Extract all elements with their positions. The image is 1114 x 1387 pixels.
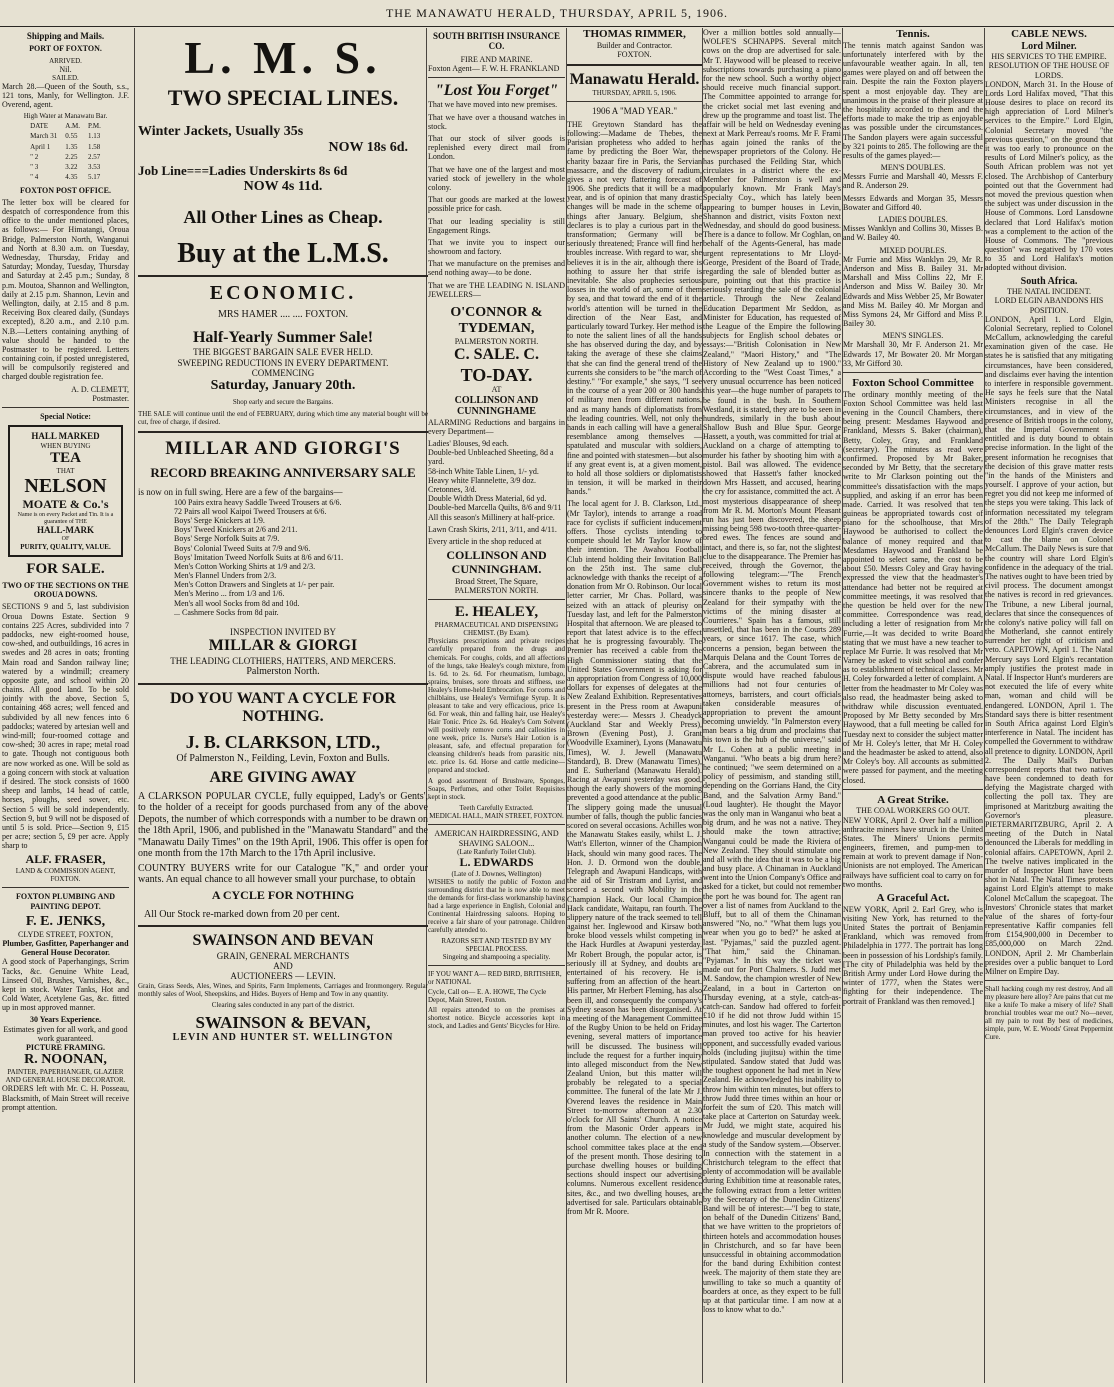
cunningham-2: CUNNINGHAM.	[451, 561, 542, 576]
sections-text: SECTIONS 9 and 5, last subdivision Oroua Downs Estate. Section 9 contains 225 Acres, subdivided into 7 paddocks, new eight-roomed house, cow-shed, and outbuildings, 16 acres in swedes and 28 acres in oats; fronting Main road and Sandon railway line; watered by a windmill; creamery opposite gate, and school within 20 chains. All good land. To be sold jointly with the above, Section 5, containing 468 acres; well fenced and subdivided by all new fences into 6 paddocks; watered by artesian well and wind-mill; four-roomed cottage and cow-shed; 30 acres in rape; metal road to gate. Though not contiguous both are now worked as one. Will be sold as a going concern with stock at valuation if desired. The stock consists of 1600 sheep and lambs, 14 head of cattle, horses, ploughs, seed sower, etc. Section 5 will be sold independently. Section 9, but 9 will not be disposed of until 5 is sold. Price—Section 9, £15 per acre; section 5, £9 per acre. Apply sharp to	[2, 602, 129, 851]
bargain-item: Boys' Imitation Tweed Norfolk Suits at 8/6 and 6/11.	[174, 552, 344, 562]
milner-heading: Lord Milner.	[1021, 40, 1077, 52]
sailed-label: SAILED.	[52, 73, 79, 82]
at-label: AT	[491, 385, 502, 395]
hairdressing-heading: AMERICAN HAIRDRESSING, AND SHAVING SALOON...	[434, 829, 559, 848]
south-africa-heading: South Africa.	[1020, 275, 1078, 287]
repairs: All repairs attended to on the premises at shortest notice. Bicycle accessories kept in stock, and Ladies and Gents' Bicycles for Hire.	[428, 1006, 565, 1031]
result: Messrs Furrie and Marshall 40, Messrs F. and R. Anderson 29.	[843, 172, 983, 191]
millar-title: MILLAR AND GIORGI'S	[165, 438, 401, 460]
palmerston-label: PALMERSTON NORTH.	[454, 337, 539, 347]
jenks-name: F. E. JENKS,	[25, 913, 106, 929]
tide-cell: 3.53	[87, 162, 101, 171]
insurance-heading: SOUTH BRITISH INSURANCE CO.	[432, 31, 561, 52]
teeth-extracted: Teeth Carefully Extracted.	[459, 804, 534, 813]
bargain-item: Men's Flannel Unders from 2/3.	[174, 571, 277, 581]
winter-now: NOW 18s 6d.	[328, 140, 408, 156]
elgin-heading: LORD ELGIN ABANDONS HIS POSITION.	[994, 296, 1104, 315]
nelson-line: HALL MARKED	[31, 431, 100, 442]
ladies-doubles: LADIES DOUBLES.	[878, 215, 948, 225]
bargain-item: 100 Pairs extra heavy Saddle Tweed Trousers at 6/6.	[174, 497, 342, 507]
oconnor-tydeman: O'CONNOR & TYDEMAN,	[450, 305, 543, 337]
column-cables	[985, 28, 1113, 1383]
sailed-text: March 28.—Queen of the South, s.s., 121 tons, Manly, for Wellington. J.F. Overend, agent.	[2, 81, 129, 110]
milner-text: LONDON, March 31. In the House of Lords Lord Halifax moved, "That this House desires to place on record its high appreciation of Lord Milner's services to the Empire." Lord Elgin, Colonial Secretary moved "the previous question," on the ground that it was too early to pronounce on the results of Lord Milner's policy, as the South African problem was not yet closed. The Archbishop of Canterbury pointed out that the Government had not moved the previous question when the subject was under discussion in the House of Commons. Lord Lansdowne declared that Lord Halifax's motion was a complement to the action of the House of Commons. The "previous question" was negatived by 170 votes to 35 and Lord Halifax's motion adopted without division.	[985, 79, 1113, 273]
experience: 30 Years Experience.	[29, 1015, 102, 1025]
resolution-heading: RESOLUTION OF THE HOUSE OF LORDS.	[988, 61, 1110, 80]
tide-cell: 1.13	[87, 132, 101, 141]
tide-cell: 2.57	[87, 152, 101, 161]
every-article: Every article in the shop reduced at	[428, 536, 542, 546]
jeweller-line: That we invite you to inspect our showroom and factory.	[428, 237, 565, 257]
tide-head-pm: P.M.	[87, 122, 101, 131]
masthead-text: THE MANAWATU HERALD, THURSDAY, APRIL 5, 1906.	[385, 5, 729, 20]
alarming-item: Cretonnes, 3/d.	[428, 484, 477, 494]
mad-year-article: THE Greytown Standard has the following:—Madame de Thebes, the Parisian prophetess who added to her fame by predicting the Boer War, the charity bazaar fire in Paris, the Servian massacre, and the discovery of radium, gives a not very flattering forecast of 1906. She predicts that it will be a mad year, and is of opinion that many drastic changes will be made in the scheme of things after January. Belgium, she declares is to play a curious part in the transformation; Germany will be seriously threatened; France will find her troubles increase. With regard to war, she believes it is in the air, although there is nothing to assure her that strife is inevitable. She also prophecies serious losses in the world of art, some of them by sea, and that toward the end of it the world's attention will be turned in the direction of the Near East, and particularly toward Turkey. Her method is to note the salient lines of all the hands she has observed during the day, and by taking the average of these she claims that she can find the general trend of the currents she considers to be "the march of destiny." "For example," she says, "I see in the course of a year 200 or 300 hands of military men from different nations, and as many hands of diplomatists from the leading countries. Well, not only the hands in each calling will have a general resemblance among themselves — spatulated and muscular with soldiers, fine and pointed with statesmen—but also if any great event is, at a given moment, to hold all those soldiers or diplomatists in tension, it will be marked in their hands."	[567, 119, 702, 497]
noonan-sub: PAINTER, PAPERHANGER, GLAZIER AND GENERAL HOUSE DECORATOR.	[5, 1068, 126, 1085]
mad-year-heading: 1906 A "MAD YEAR."	[591, 106, 678, 117]
tide-cell: 1.35	[65, 142, 78, 151]
edwards-late: (Late of J. Downes, Wellington)	[451, 869, 542, 878]
swainson-text: Grain, Grass Seeds, Ales, Wines, and Spirits, Farm Implements, Carriages and Ironmongery. Regular monthly sales of Wool, Sheepskins, and Hides. Buyers of Hemp and Tow in any quantity.	[138, 981, 428, 998]
millinery: All this season's Millinery at half-price.	[428, 512, 555, 522]
nelson-line: Name is on every Packet and Tin. It is a guarantee of THE	[17, 511, 114, 525]
clarkson-name: J. B. CLARKSON, LTD.,	[185, 732, 381, 753]
post-office-heading: FOXTON POST OFFICE.	[19, 185, 112, 195]
natal-heading: THE NATAL INCIDENT.	[1006, 287, 1091, 297]
nelson-line: HALL-MARK	[37, 525, 94, 536]
bargain-item: Men's all wool Socks from 8d and 10d.	[174, 598, 300, 608]
column-news	[703, 28, 841, 1383]
collinson-2: COLLINSON AND	[446, 548, 547, 563]
edwards-name: L. EDWARDS	[459, 854, 534, 869]
bargain-item: Men's Cotton Working Shirts at 1/9 and 2/3.	[174, 561, 316, 571]
result: Misses Wanklyn and Collins 30, Misses B. and W. Bailey 40.	[843, 224, 983, 243]
jeweller-line: That we manufacture on the premises and send nothing away—to be done.	[428, 259, 565, 278]
graceful-heading: A Graceful Act.	[876, 892, 950, 905]
jeweller-line: That we are THE LEADING N. ISLAND JEWELLERS—	[428, 280, 565, 299]
result: Mr Marshall 30, Mr F. Anderson 21. Mr Edwards 17, Mr Bowater 20. Mr Morgan 33, Mr Gifford 30.	[843, 340, 983, 368]
tide-table	[25, 120, 106, 182]
tide-cell: 1.58	[87, 142, 101, 151]
tide-cell: " 3	[30, 162, 39, 171]
brushware: A good assortment of Brushware, Sponges, Soaps, Perfumes, and other Toilet Requisites kept in stock.	[428, 777, 565, 802]
clarkson-towns: Of Palmerston N., Feilding, Levin, Foxton and Bulls.	[176, 753, 390, 765]
rimmer-town: FOXTON.	[617, 49, 652, 59]
swainson-bevan: SWAINSON & BEVAN,	[195, 1012, 371, 1032]
tide-cell: 4.35	[65, 172, 78, 181]
rimmer-trade: Builder and Contractor.	[596, 40, 673, 50]
local-news: The local agent for J. B. Clarkson, Ltd., (Mr Taylor), intends to arrange a road race for cyclists if sufficient inducement offers. Those cyclists intending to compete should let Mr Taylor know of their intention. The Awahou Football Club intend holding their Invitation Ball on the 25th inst. The same club acknowledge with thanks the receipt of a donation from Mr O. Robinson. Our local letter carrier, Mr Chas. Pollard, was seized with an attack of pleurisy on Tuesday last, and left for the Palmerston Hospital that afternoon. We are pleased to report that latest advice is to the effect that he is progressing favourably. The Premier has received a cable from the High Commissioner stating that the United States Government is asking for an appropriation from Congress of 10,000 dollars for expenses of delegates at the New Zealand Exhibition. Representatives present in the Press room at Awapuni yesterday were:— Messrs J. Cheadyck (Auckland Star and Weekly Press), Brown (Evening Post), J. Grant (Woodville Examiner), Lyons (Manawatu Times), W. J. Jewell (Manawatu Standard), B. Drew (Manawatu Times), and E. Sutherland (Manawatu Herald). Racing at Awapuni yesterday was good, though the early showers of the morning prevented a good attendance at the public. The slippery going made the unusual number of falls, though the public fancies scored on several occasions. Achilles won the Manawatu Stakes easily, whilst L. J. Watt's Ellerton, winner of the Champion Hack, should win many good races. The Hon. J. D. Ormond won the double, Telegraph and Awapuni Handicaps, with the aid of Sir Tristram and Lyrist, and scored a second with Mobility in the Champion Hack. Our local Champion Hack candidate, Waitapu, ran fourth. The slippery nature of the track seemed to tell against her. Inglewood and Kirsaw both broke blood vessels whilst competing in the Hack Hurdles at Awapuni yesterday. Mr Robert Brough, the popular actor, is seriously ill at Sydney, and doubts are entertained of his recovery. He is suffering from an affection of the heart. His partner, Mr Herbert Fleming, has also been ill, and consequently the company's Sydney season has been disorganised. At a meeting of the Management Committee of the Rugby Union to be held on Friday evening, several matters of importance will be discussed. The business will include the request for a further inquiry into alleged misconduct from the New Zealand Union, but this matter will probably be relegated to a special committee. The funeral of the late Mr J. Overend leaves the residence in Main Street to-morrow afternoon at 2.30 o'clock for All Saints' Church. A notice from the Masonic Order appears in another column. The election of a new school committee takes place at the end of the present month. Those desiring to purchase dwelling houses or building sections should inspect our advertising columns. Numerous excellent residence sites, &c., and two dwelling houses, are advertised for sale. Particulars obtainable from Mr R. Moore.	[567, 499, 702, 1216]
swainson-title: SWAINSON AND BEVAN	[192, 932, 374, 950]
alarming-item: 58-inch White Table Linen, 1/- yd.	[428, 466, 539, 476]
jenks-street: CLYDE STREET, FOXTON,	[18, 929, 113, 939]
tennis-heading: Tennis.	[896, 28, 930, 40]
lost-you-forget: "Lost You Forget"	[434, 82, 559, 100]
edwards-text: WISHES to notify the public of Foxton and surrounding district that he is now able to meet the demands for first-class workmanship having had a large experience in English, Colonial and Continental Hairdressing saloons. Hoping to receive a fair share of your patronage. Children carefully attended to.	[428, 877, 565, 934]
clarkson-text: A CLARKSON POPULAR CYCLE, fully equipped, Lady's or Gents', to the holder of a receipt for goods purchased from any of the above Depots, the number of which corresponds with a number to be drawn on the 18th April, 1906, and published in the "Manawatu Standard" and the "Manawatu Daily Times" on the 19th April, 1906. This offer is open for one month from the 17th March to the 17th April inclusive.	[138, 790, 428, 860]
levin-hunter: LEVIN AND HUNTER ST. WELLINGTON	[172, 1032, 394, 1044]
healey-title: PHARMACEUTICAL AND DISPENSING CHEMIST. (By Exam).	[434, 621, 559, 638]
fraser-name: ALF. FRASER,	[25, 852, 106, 867]
orders-text: ORDERS left with Mr. C. H. Posseau, Blacksmith, of Main Street will receive prompt attention.	[2, 1084, 129, 1112]
jeweller-line: That we have moved into new premises.	[428, 100, 558, 110]
news-paragraphs: Over a million bottles sold annually—WOLFE'S SCHNAPPS. Several mitch cows on the drop are advertised for sale. Mr T. Haywood will be pleased to receive subscriptions towards purchasing a piano for the new school. Such a worthy object should receive much financial support. The Committee appointed to arrange for the cricket social met last evening and drew up the programme and toast list. The affair will be held on Wednesday evening next at Mark Perreau's rooms. Mr F. Frami has again joined the ranks of the newspaper proprietors of the Colony. He has purchased the Feilding Star, which circulates in a district where the ex-Member for Palmerston is well and popularly known. Mr Frank May's Specialty Coy., which has lately been appearing to bumper houses in Levin, Shannon and district, visits Foxton next Wednesday, and should do good business. There is a dance to follow. Mr Coghlan, on behalf of the Agents-General, has made urgent representations to Mr Lloyd-George, President of the Board of Trade, regarding the sale of blended butter as pure, pointing out that this practice is seriously retarding the sale of the colonial article. Through the New Zealand Education Department Mr Seddon, as Minister for Education, has requested of the League of the Empire the following subjects for English school debates or essays:—"British Colonisation in New Zealand," "Maori History," and "The History of New Zealand up to 1900." According to the "West Coast Times," a very unusual occurrence has been noticed this year—the huge number of parapets to be found in the bush. In Southern Westland, it is stated, they are to be seen in hundreds, similarly in the bush about Shallow Bush and Blue Spur. George Hassett, a youth, was committed for trial at Auckland on a charge of attempting to murder his father by shooting him with a pistol. Bail was allowed. The evidence showed that Hassett's father knocked down Mrs Hassett, and accused, hearing the cry for assistance, committed the act. A most mysterious disappearance of sheep from Mr R. M. Morton's Mount Pleasant run has just been discovered, the sheep missing being 598 two-tooth three-quarter-bred ewes. The fences are sound and intact, and there is, so far, not the slightest clue to the disappearance. The Premier has received, through the Governor, the following telegram:—"The French Government wishes to return its most sincere thanks to the people of New Zealand for their sympathy with the victims of the mining disaster at Courrieres." Spain has a famous, still unsettled, that has been in the Courts 289 years, or since 1617. The case, which concerns a pension, began between the Marquis Delana and the Count Torres de Cabrera, and the accumulated sum in dispute would have reached fabulous millions had not four centuries of attorneys, barristers, and court officials taken considerable measures of appropriation to prevent the amount becoming unwieldy. "In Palmerston every man bears a big drum and proclaims that his town is the hub of the universe," said Mr L. Cohen at a public meeting in Wanganui. "Who beats a big drum here? he continued; "we seem determined on a policy of pessimism, and standing still, depending on the Gorrians Hand, the City Band, and the Salvation Army Band." (Loud laughter). He thought the Mayor was the only man in Wanganui who beat a big drum, and he was not a native. They should make the town attractive; Wanganui could be made the Riviera of New Zealand. They should stimulate one and all with the idea that it was to be a big and busy place. A Chinaman in Auckland went into the Union Company's Office and asked for a ticket, but could not remember the port he was bound for. The agent ran over a list of names from Auckland to the Bluff, but to all of them the Chinaman answered "No, no." "What them lugs you wear when you go to bed?" he asked at last. "Pyjamas," said the puzzled agent. "That him," said the Chinaman. "Pyjamas." In this way the ticket was made out for Port Chalmers. S. Judd met M. Sandow, the champion wrestler of New Zealand, in a bout in Carterton on Thursday evening, at a style, catch-as-catch-can. Sandow had offered to forfeit £10 if he did not throw Judd within 15 minutes, and lost his wager. The Carterton man proved too active for his heavier opponent, and successfully evaded various holds (including jiujitsu) within the time stipulated. Sandow stated that Judd was the toughest opponent he had met in New Zealand. He acknowledged his inability to throw him within ten minutes, but offers to throw Judd three times within an hour or forfeit the sum of £20. This match will take place at Carterton on Saturday week. Mr Judd, we might state, acquired his knowledge and muscular development by a study of the Sandow system.—Observer. In connection with the statement in a Christchurch telegram to the effect that plenty of accommodation will be available during Exhibition time at reasonable rates, the following extract from a letter written by the Secretary of the Dunedin Citizens' Band will be of interest:—"I beg to state, on behalf of the Dunedin Citizens' Band, that we have written to the proprietors of thirteen hotels and accommodation houses in Christchurch, and so far have been unsuccessful in obtaining accommodation for the band during Exhibition contest week. The majority of them state they are unwilling to take so much a quantity of boarders at once, as they expect to be full up at that particular time. I am now at a loss to know what to do."	[703, 28, 841, 1315]
all-other-lines: All Other Lines as Cheap.	[183, 207, 383, 228]
rimmer-name: THOMAS RIMMER,	[583, 28, 686, 40]
want-cycle: IF YOU WANT A— RED BIRD, BRITISHER, or NATIONAL	[428, 970, 562, 987]
column-reports	[843, 28, 983, 1383]
alarming-item: Double-bed Marcella Quilts, 8/6 and 9/11	[428, 503, 562, 513]
inspection-invited: INSPECTION INVITED BY	[230, 627, 336, 637]
nelson-line: THAT	[56, 466, 75, 475]
plumbing-heading: FOXTON PLUMBING AND PAINTING DEPOT.	[16, 892, 115, 911]
job-now: NOW 4s 11d.	[243, 179, 323, 195]
port-heading: PORT OF FOXTON.	[29, 44, 102, 54]
peppermint-verse: Shall hacking cough my rest destroy, And all my pleasure here alloy? Are pains that cut me like a knife To make a misery of life? Shall bronchial troubles wear me out? No—never, all my pain to rout By best of medicines, simple, pure, W. E. Woods' Great Peppermint Cure.	[985, 985, 1113, 1042]
record-sale: RECORD BREAKING ANNIVERSARY SALE	[150, 465, 416, 481]
special-notice: Special Notice:	[40, 412, 91, 422]
insurance-agent: Foxton Agent— F. W. H. FRANKLAND	[428, 63, 560, 73]
bargain-item: 72 Pairs all wool Kaipoi Tweed Trousers at 6/6.	[174, 506, 327, 516]
estimates: Estimates given for all work, and good work guaranteed.	[3, 1024, 128, 1043]
tide-cell: 5.17	[87, 172, 101, 181]
country-buyers: COUNTRY BUYERS write for our Catalogue "K," and order your wants. An equal chance to all however small your purchase, to obtain	[138, 862, 428, 886]
mens-doubles: MEN'S DOUBLES.	[880, 163, 946, 173]
bargain-list	[138, 498, 428, 617]
mens-singles: MEN'S SINGLES.	[882, 331, 944, 341]
sale-continue: THE SALE will continue until the end of FEBRUARY, during which time any material bought will be cut, free of charge, if desired.	[138, 410, 428, 427]
fire-marine: FIRE AND MARINE.	[460, 54, 533, 64]
bargain-item: Boys' Serge Knickers at 1/9.	[174, 515, 265, 525]
grain-merchants: GRAIN, GENERAL MERCHANTS	[216, 950, 350, 961]
fraser-sub: LAND & COMMISSION AGENT, FOXTON.	[15, 867, 116, 884]
tide-cell: " 2	[30, 152, 39, 161]
column-ads-2	[428, 28, 565, 1383]
razors: RAZORS SET AND TESTED BY MY SPECIAL PROCESS.	[441, 937, 552, 954]
tide-cell: 2.25	[65, 152, 78, 161]
picture-framing: PICTURE FRAMING.	[25, 1043, 106, 1053]
lms-title: L. M. S.	[184, 32, 382, 83]
strike-heading: A Great Strike.	[877, 793, 949, 806]
tide-cell: 0.55	[65, 132, 78, 141]
postmaster-title: Postmaster.	[92, 393, 129, 403]
healey-name: E. HEALEY,	[454, 604, 539, 621]
bargain-item: Boys' Tweed Knickers at 2/6 and 2/11.	[174, 525, 298, 535]
alarming-item: Ladies' Blouses, 9d each.	[428, 439, 509, 449]
cunninghame: CUNNINGHAME	[457, 406, 536, 418]
post-office-text: The letter box will be cleared for despatch of correspondence from this office to the under mentioned places, as follows:— For Himatangi, Oroua Bridge, Palmerston North, Wanganui and North at 8.30 a.m. on Tuesday, Wednesday, Thursday, Friday and Saturday; Monday, Tuesday, Thursday and Saturday at 2.45 p.m.; Sunday, 8 p.m. Moutoa, Shannon and Wellington, daily at 2.15 p.m. Shannon, Levin and Wellington, daily, at 2.15 and 8 p.m. Receiving Box cleared daily, (Sundays excepted), 8.20 a.m., and 2.10 p.m. N.B.—Letters containing anything of value should be handed to the Postmaster to be registered. Letters containing coin, if posted unregistered, will be compulsorily registered and charged double registration fee.	[2, 197, 129, 382]
mixed-doubles: MIXED DOUBLES.	[879, 245, 947, 255]
cycle-call: Cycle, Call on— E. A. HOWE, The Cycle Depot, Main Street, Foxton.	[428, 988, 547, 1005]
nelson-line: OF	[61, 535, 70, 542]
jeweller-line: That our leading speciality is still Engagement Rings.	[428, 216, 565, 235]
graceful-text: NEW YORK, April 2. Earl Grey, who is visiting New York, has returned to the United States the portrait of Benjamin Frankland, which was removed from Philadelphia in 1777. The portrait has long been in possession of his Lordship's family. [The city of Philadelphia was held by the British Army under Lord Howe during the winter of 1777, when the States were fighting for their independence. The portrait of Frankland was then removed.]	[843, 904, 983, 1006]
auctioneers: AUCTIONEERS — LEVIN.	[230, 971, 336, 982]
jenks-text: A good stock of Paperhangings, Scrim Tacks, &c. Genuine White Lead, Linseed Oil, Brushes, Varnishes, &c., kept in stock. Water Tanks, Hot and Cold Water, Acetylene Gas, &c. fitted up in most approved manner.	[2, 957, 129, 1013]
tennis-text: The tennis match against Sandon was unfortunately interfered with by the unfavourable weather again. In all, ten games were played on and off between the rain. Despite the rain the Foxton players spent a most enjoyable day. They are unanimous in the praise of their pleasure at the hospitality accorded to them and the efforts made to make the trip as enjoyable as was possible under the circumstances. The Sandon players were again successful by 321 points to 285. The following are the results of the games played:—	[843, 40, 983, 160]
result: Mr Furrie and Miss Wanklyn 29, Mr R. Anderson and Miss B. Bailey 31. Mr Marshall and Miss Collins 22, Mr F. Anderson and Miss W. Bailey 30. Mr Edwards and Miss Webber 25, Mr Bowater and Miss M. Bailey 40. Mr Morgan and Miss Symons 24, Mr Gifford and Miss P. Bailey 30.	[843, 254, 983, 329]
strike-text: NEW YORK, April 2. Over half a million anthracite miners have struck in the United States. The Miners' Unions permits engineers, firemen, and pump-men to remain at work to prevent damage if Non-Unionists are not employed. The American railways have sufficient coal to carry on for two months.	[843, 815, 983, 889]
sections-heading: TWO OF THE SECTIONS ON THE OROUA DOWNS.	[2, 581, 129, 600]
services-heading: HIS SERVICES TO THE EMPIRE.	[991, 52, 1107, 62]
herald-title: Manawatu Herald.	[569, 71, 700, 89]
postmaster-name: A. D. CLEMETT,	[71, 384, 129, 394]
natal-text: LONDON, April 1. Lord Elgin, Colonial Secretary, replied to Colonel McCallum, acknowledging the careful examination given of the case. He states he is satisfied that any mitigating circumstances, have been considered, and disclaims ever having the intention to interfere in responsible government. He says he feels sure that the Natal Ministers recognise in all the circumstances, and in view of the presence of British troops in the colony, that the Imperial Government is entitled and is duty bound to obtain precise information. In the light of the present information he recognises that the decision of this grave matter rests "in the hands of the Ministers and yourself. I approve of your action, but regret you did not keep me informed of the steps you were taking. This lack of information necessitated my telegram of the 28th." The Daily Telegraph denounces Lord Elgin's craven device to cast the blame on Colonel McCallum. The Daily News is sure that the country will share Lord Elgin's confidence in the adequacy of the trial. The natives ought to have been tried by civil process. The document amongst the natives is record in red grievances. The Tribune, a new Liberal journal, declares that since the consequences of the colony's native policy will fall on the Motherland, she cannot entirely surrender her right of criticism and veto. CAPETOWN, April 1. The Natal Mercury says Lord Elgin's recantation amply justifies the protest made in Natal. If Inspector Hunt's murderers are not executed the life of every white man, woman and child will be endangered. LONDON, April 1. The Standard says there is bitter resentment in South Africa against Lord Elgin's interference in Natal. The incident has compelled the Government to withdraw all pretence to dignity. LONDON, April 2. The Daily Mail's Durban correspondent reports that two natives have been condemned to death for defying the Magistrate charged with collecting the poll tax. They are imprisoned at Maritzburg awaiting the Governor's pleasure. PIETERMARITZBURG, April 2. A meeting of the Dutch in Natal denounced the Liberals for meddling in colonial affairs. CAPETOWN, April 2. The twelve natives implicated in the murder of Inspector Hunt have been shot in Natal. The Natal Times protests against Lord Elgin's attempt to make Colonel McCallum the scapegoat. The Investors' Chronicle states that market value of the shares of forty-four representative Kaffir companies fell from £154,900,000 in December to £85,000,000 on March 22nd. LONDON, April 2. Mr Chamberlain presides over a public banquet to Lord Milner on Empire Day.	[985, 314, 1113, 977]
half-yearly-sale: Half-Yearly Summer Sale!	[192, 328, 374, 346]
coal-workers: THE COAL WORKERS GO OUT.	[856, 806, 970, 816]
job-line: Job Line===Ladies Underskirts 8s 6d	[138, 163, 348, 179]
two-special-lines: TWO SPECIAL LINES.	[167, 84, 399, 110]
collinson: COLLINSON AND	[454, 394, 539, 406]
tide-head-date: DATE	[30, 122, 49, 131]
nelson-tea-ad	[8, 425, 123, 557]
broad-street: Broad Street, The Square, PALMERSTON NORTH.	[454, 576, 539, 595]
healey-text: Physicians prescriptions and private recipes carefully prepared from the drugs and chemicals. For coughs, colds, and all affections of the lungs, take Healey's cough mixture, from 1s. 6d. to 2s. 6d. For rheumatism, lumbago, sprains, bruises, sore throats and stiffness, use Healey's Home-held Embrocation. For corns and chilblains, use Healey's Vermifuge Syrup. It is pleasant to take and very efficacious, price 1s. 6d. For weak, thin and falling hair, use Healey's Hair Tonic. Price 2s. 6d. Healey's Corn Solvent will positively remove corns and callosities in one week, price 1s. Nurse's Hair Lotion is a pleasant, safe, and effectual preparation for cleansing children's heads from parasitic nits, etc. price 1s. 6d. Horse and cattle medicine—prepared and stocked.	[428, 637, 565, 775]
jenks-trade: Plumber, Gasfitter, Paperhanger and General House Decorator.	[2, 938, 129, 958]
bargain-item: Boys' Colonial Tweed Suits at 7/9 and 9/6.	[174, 543, 311, 553]
biggest-sale: THE BIGGEST BARGAIN SALE EVER HELD.	[193, 347, 373, 358]
leading-clothiers: THE LEADING CLOTHIERS, HATTERS, AND MERCERS.	[170, 655, 396, 666]
lawn-skirts: Lawn Crash Skirts, 2/11, 3/11, and 4/11.	[428, 524, 557, 534]
herald-date: THURSDAY, APRIL 5, 1906.	[592, 89, 677, 98]
buy-lms: Buy at the L.M.S.	[177, 238, 389, 270]
alarming-item: Double Width Dress Material, 6d yd.	[428, 494, 547, 504]
bargain-item: Men's Cotton Drawers and Singlets at 1/- per pair.	[174, 580, 335, 590]
noonan-name: R. NOONAN,	[24, 1052, 107, 1068]
re-marked: All Our Stock re-marked down from 20 per cent.	[144, 908, 340, 920]
cycle-question: DO YOU WANT A CYCLE FOR NOTHING.	[170, 689, 396, 725]
nelson-brand: NELSON	[24, 474, 107, 497]
tide-head-am: A.M.	[65, 122, 80, 131]
alarming-item: Heavy white Flannelette, 3/9 doz.	[428, 475, 536, 485]
nelson-line: MOATE & Co.'s	[22, 496, 109, 511]
saturday-date: Saturday, January 20th.	[210, 378, 356, 394]
tide-cell: March 31	[30, 132, 58, 141]
column-rule	[134, 28, 135, 1383]
sweeping: SWEEPING REDUCTIONS IN EVERY DEPARTMENT.	[177, 357, 389, 368]
economic-heading: ECONOMIC.	[209, 282, 357, 305]
c-sale-c: C. SALE. C.	[454, 346, 539, 364]
now-full-swing: is now on in full swing. Here are a few of the bargains—	[138, 487, 343, 498]
nelson-line: TEA	[50, 449, 81, 466]
bargain-item: Men's Merino ... from 1/3 and 1/6.	[174, 589, 285, 599]
bargain-item: Boys' Serge Norfolk Suits at 7/9.	[174, 534, 280, 544]
today: TO-DAY.	[460, 364, 533, 385]
bargain-item: ... Cashmere Socks from 8d pair.	[174, 607, 279, 617]
arrived-nil: Nil.	[59, 64, 72, 74]
late-ranfurly: (Late Ranfurly Toilet Club).	[457, 847, 536, 856]
cycle-for-nothing: A CYCLE FOR NOTHING	[211, 887, 355, 902]
high-water-heading: High Water at Manawatu Bar.	[23, 112, 108, 121]
column-advertisements	[138, 28, 428, 1383]
alarming-text: ALARMING Reductions and bargains in every Department—	[428, 417, 565, 436]
jeweller-line: That we have over a thousand watches in stock.	[428, 112, 565, 131]
palmerston-north: Palmerston North.	[246, 666, 320, 678]
giving-away: ARE GIVING AWAY	[209, 768, 357, 786]
commencing: COMMENCING	[251, 367, 315, 378]
tide-cell: " 4	[30, 172, 39, 181]
jeweller-line: That our stock of silver goods is replenished every direct mail from London.	[428, 134, 565, 162]
for-sale-heading: FOR SALE.	[26, 560, 105, 577]
alarming-item: Double-bed Unbleached Sheeting, 8d a yard.	[428, 448, 554, 467]
clearing-sales: Clearing sales conducted in any part of the district.	[211, 1000, 355, 1009]
nelson-line: WHEN BUYING	[40, 441, 91, 450]
shop-early: Shop early and secure the Bargains.	[232, 398, 334, 407]
and-label: AND	[273, 960, 293, 971]
shipping-heading: Shipping and Mails.	[26, 31, 105, 41]
nelson-line: PURITY, QUALITY, VALUE.	[20, 542, 111, 551]
tide-cell: April 1	[30, 142, 51, 151]
result: Messrs Edwards and Morgan 35, Messrs Bowater and Gifford 40.	[843, 193, 983, 212]
tide-cell: 3.22	[65, 162, 78, 171]
school-committee-heading: Foxton School Committee	[852, 377, 974, 390]
page-masthead	[0, 0, 1114, 27]
jeweller-line: That we have one of the largest and most varied stock of jewellery in the whole colony.	[428, 164, 565, 192]
jeweller-line: That our goods are marked at the lowest possible price for cash.	[428, 195, 565, 214]
arrived-label: ARRIVED.	[49, 56, 82, 65]
singeing: Singeing and shampooing a speciality.	[442, 953, 551, 962]
millar-giorgi: MILLAR & GIORGI	[208, 637, 358, 655]
medical-hall: MEDICAL HALL, MAIN STREET, FOXTON.	[429, 812, 564, 821]
column-editorial	[567, 28, 702, 1383]
school-committee-text: The ordinary monthly meeting of the Foxton School Committee was held last evening in the Council Chambers, there being present: Mesdames Haywood and Frankland, Messrs S. Baker (chairman), Betty, Coley, Gray, and Frankland (secretary). The minutes as read were confirmed. Proposed by Mr Baker, seconded by Mr Betty, that the secretary write to Mr Clarkson pointing out the committee's dissatisfaction with the maps supplied, and asking if an error has been made. Carried. It was resolved that ten guineas be appropriated towards cost of piano for the schoolhouse, that Mrs Haywood be authorised to collect the balance of money required and that Mesdames Haywood and Frankland be appointed to select same, the cost to be about £50. Messrs Coley and Gray having expressed the view that the headmaster's attendance had better not be required at committee meetings, it was resolved that the question be held over for the new committee. Correspondence was read, including a letter of resignation from Mr Furrie,—It was decided to write Board stating that we must have a new teacher to replace Mr Furrie. It was resolved that Mr Varney be asked to visit school and confer as to establishment of technical classes. Mr H. Coley forwarded a letter of complaint. A letter from the headmaster to Mr Coley was also read, the headmaster being asked to withdraw while discussion eventuated. Proposed by Mr Betty seconded by Mrs Haywood, that a full meeting be called for Tuesday next to consider the subject matter of Mr H. Coley's letter, that Mr H. Coley and the headmaster be asked to attend, also Mr Coley's boy. All accounts as submitted were passed for payment, and the meeting closed.	[843, 389, 983, 785]
winter-jackets: Winter Jackets, Usually 35s	[138, 124, 304, 140]
column-shipping	[2, 28, 129, 1383]
cable-news-heading: CABLE NEWS.	[1011, 28, 1087, 40]
hamer-line: MRS HAMER .... .... FOXTON.	[217, 309, 349, 321]
